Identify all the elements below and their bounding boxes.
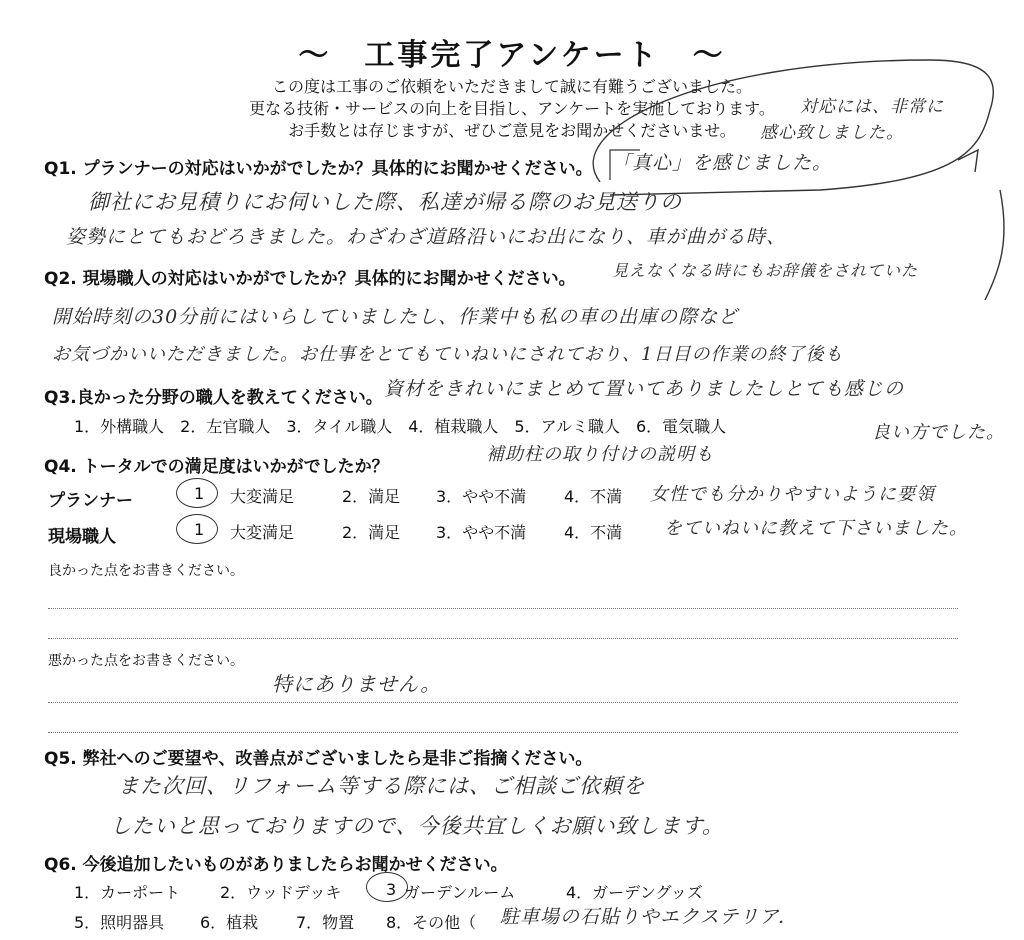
q3-side-note-3: をていねいに教えて下さいました。 (664, 518, 968, 539)
bad-points-answer: 特にありません。 (272, 672, 442, 696)
q2-answer-line-3: 資材をきれいにまとめて置いてありましたしとても感じの (384, 378, 905, 400)
q1-answer-line-3: 見えなくなる時にもお辞儀をされていた (612, 261, 919, 280)
q6-option-8[interactable]: 8．その他（ (386, 913, 477, 932)
craftsman-option-3[interactable]: 3．やや不満 (436, 523, 527, 542)
planner-option-2[interactable]: 2．満足 (342, 487, 401, 506)
q6-option-4[interactable]: 4．ガーデングッズ (566, 883, 703, 902)
craftsman-option-1-label[interactable]: 大変満足 (230, 523, 295, 542)
q6-option-6[interactable]: 6．植栽 (200, 913, 259, 932)
q3-options: 1．外構職人 2．左官職人 3．タイル職人 4．植栽職人 5．アルミ職人 6．電気職人 (74, 417, 727, 436)
q2-answer-line-4: 良い方でした。 (872, 422, 1005, 443)
craftsman-option-4[interactable]: 4．不満 (564, 523, 623, 542)
q1-margin-note-1: 対応には、非常に (800, 97, 944, 117)
craftsman-option-2[interactable]: 2．満足 (342, 523, 401, 542)
q1-question: Q1. プランナーの対応はいかがでしたか？具体的にお聞かせください。 (44, 159, 593, 179)
q6-option-3-num[interactable]: 3 (386, 880, 397, 899)
q5-answer-line-1: また次回、リフォーム等する際には、ご相談ご依頼を (118, 774, 645, 798)
q1-margin-note-2: 感心致しました。 (760, 123, 904, 143)
bad-points-label: 悪かった点をお書きください。 (48, 653, 244, 669)
q6-option-2[interactable]: 2．ウッドデッキ (220, 883, 342, 902)
q3-question: Q3.良かった分野の職人を教えてください。 (44, 388, 383, 408)
q1-answer-inline: 「真心」を感じました。 (612, 152, 833, 174)
q6-question: Q6. 今後追加したいものがありましたらお聞かせください。 (44, 855, 508, 875)
q6-option-5[interactable]: 5．照明器具 (74, 913, 165, 932)
q3-side-note-2: 女性でも分かりやすいように要領 (650, 484, 935, 505)
q2-answer-line-1: 開始時刻の30分前にはいらしていましたし、作業中も私の車の出庫の際など (52, 306, 739, 328)
q5-answer-line-2: したいと思っておりますので、今後共宜しくお願い致します。 (110, 814, 724, 838)
q2-answer-line-2: お気づかいいただきました。お仕事をとてもていねいにされており、1日目の作業の終了後も (52, 344, 844, 365)
q3-side-note-1: 補助柱の取り付けの説明も (486, 444, 714, 465)
q4-question: Q4. トータルでの満足度はいかがでしたか？ (44, 457, 389, 477)
planner-option-1-label[interactable]: 大変満足 (230, 487, 295, 506)
q4-craftsman-label: 現場職人 (48, 527, 116, 547)
q6-other-answer: 駐車場の石貼りやエクステリア． (500, 906, 798, 928)
q4-planner-label: プランナー (48, 491, 133, 511)
good-points-label: 良かった点をお書きください。 (48, 563, 244, 579)
planner-option-1-num[interactable]: 1 (194, 484, 205, 503)
craftsman-option-1-num[interactable]: 1 (194, 520, 205, 539)
q1-answer-line-2: 姿勢にとてもおどろきました。わざわざ道路沿いにお出になり、車が曲がる時、 (66, 226, 787, 248)
intro-line-2: 更なる技術・サービスの向上を目指し、アンケートを実施しております。 (249, 99, 775, 118)
q5-question: Q5. 弊社へのご要望や、改善点がございましたら是非ご指摘ください。 (44, 749, 593, 769)
q6-option-7[interactable]: 7．物置 (296, 913, 355, 932)
margin-arrow-stroke (985, 190, 1004, 300)
q6-option-1[interactable]: 1．カーポート (74, 883, 181, 902)
intro-line-3: お手数とは存じますが、ぜひご意見をお聞かせくださいませ。 (288, 121, 736, 140)
margin-arrow-head (958, 150, 978, 172)
intro-line-1: この度は工事のご依頼をいただきまして誠に有難うございました。 (271, 77, 752, 96)
planner-option-3[interactable]: 3．やや不満 (436, 487, 527, 506)
survey-title: ～ 工事完了アンケート ～ (298, 38, 726, 73)
q1-answer-line-1: 御社にお見積りにお伺いした際、私達が帰る際のお見送りの (88, 190, 682, 214)
planner-option-4[interactable]: 4．不満 (564, 487, 623, 506)
margin-note-bracket-stroke (593, 60, 993, 195)
q6-option-3-label[interactable]: ガーデンルーム (404, 883, 516, 902)
q1-bracket-stroke (610, 150, 640, 180)
q2-question: Q2. 現場職人の対応はいかがでしたか？具体的にお聞かせください。 (44, 269, 576, 289)
